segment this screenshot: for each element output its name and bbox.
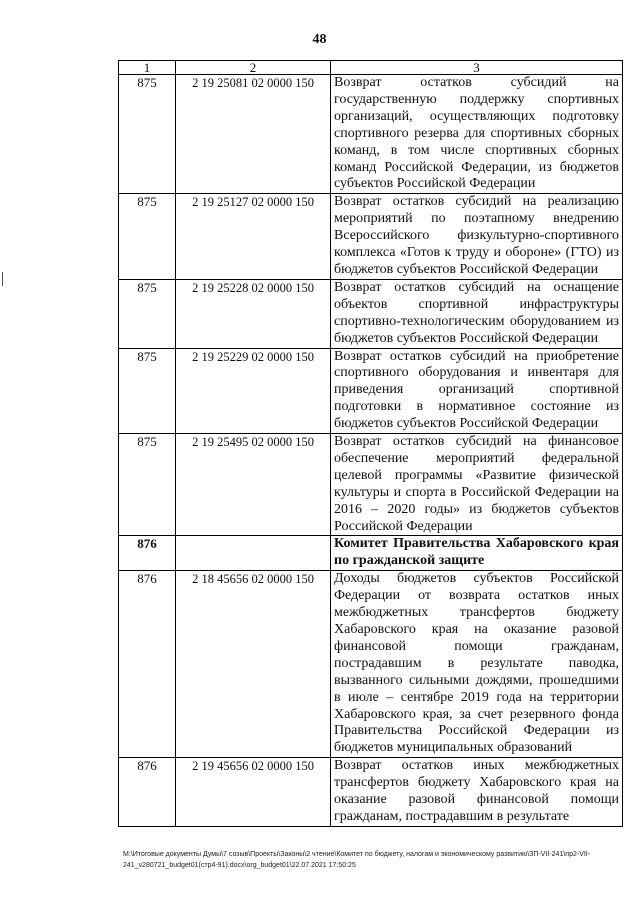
- column-header-2: 2: [176, 61, 331, 75]
- table-row: [119, 434, 623, 536]
- table-row: [119, 536, 623, 571]
- description-cell: Возврат остатков субсидий на реализацию мероприятий по поэтапному внедрению Всероссийского физкультурно-спортивного комплекса «Готов к труду и обороне» (ГТО) из бюджетов субъектов Российской Федерации: [331, 194, 623, 280]
- description-cell: Возврат остатков субсидий на государственную поддержку спортивных организаций, осуществляющих подготовку спортивного резерва для спортивных сборных команд, в том числе спортивных сборных команд Российской Федерации, из бюджетов субъектов Российской Федерации: [331, 75, 623, 194]
- budget-code-cell: 2 19 25228 02 0000 150: [176, 279, 331, 348]
- admin-code-cell: 876: [119, 536, 176, 571]
- table-row: [119, 279, 623, 348]
- column-header-1: 1: [119, 61, 176, 75]
- table-row: [119, 571, 623, 758]
- description-cell: Комитет Правительства Хабаровского края по гражданской защите: [331, 536, 623, 571]
- description-cell: Возврат остатков иных межбюджетных трансфертов бюджету Хабаровского края на оказание разовой финансовой помощи гражданам, пострадавшим в результате: [331, 758, 623, 827]
- budget-code-cell: [176, 536, 331, 571]
- file-path-footer: M:\Итоговые документы Думы\7 созыв\Проекты\Законы\2 чтение\Комитет по бюджету, налогам и экономическому развитию\ЗП-VII-241\пр2-VII-241_v280721_budget01(стр4-91).docx\org_budget01\22.07.2021 17:50:25: [123, 851, 591, 869]
- table-row: [119, 758, 623, 827]
- table-header-row: [119, 61, 623, 75]
- table-row: [119, 194, 623, 280]
- budget-code-cell: 2 19 45656 02 0000 150: [176, 758, 331, 827]
- table-row: [119, 348, 623, 434]
- admin-code-cell: 875: [119, 194, 176, 280]
- column-header-3: 3: [331, 61, 623, 75]
- admin-code-cell: 875: [119, 279, 176, 348]
- description-cell: Возврат остатков субсидий на финансовое обеспечение мероприятий федеральной целевой программы «Развитие физической культуры и спорта в Российской Федерации на 2016 – 2020 годы» из бюджетов субъектов Российской Федерации: [331, 434, 623, 536]
- description-cell: Возврат остатков субсидий на оснащение объектов спортивной инфраструктуры спортивно-технологическим оборудованием из бюджетов субъектов Российской Федерации: [331, 279, 623, 348]
- budget-code-cell: 2 18 45656 02 0000 150: [176, 571, 331, 758]
- budget-code-cell: 2 19 25081 02 0000 150: [176, 75, 331, 194]
- description-cell: Доходы бюджетов субъектов Российской Федерации от возврата остатков иных межбюджетных трансфертов бюджету Хабаровского края на оказание разовой финансовой помощи гражданам, пострадавшим в результате паводка, вызванного сильными дождями, прошедшими в июле – сентябре 2019 года на территории Хабаровского края, за счет резервного фонда Правительства Российской Федерации из бюджетов муниципальных образований: [331, 571, 623, 758]
- admin-code-cell: 875: [119, 434, 176, 536]
- admin-code-cell: 875: [119, 348, 176, 434]
- page-number: 48: [312, 32, 327, 47]
- margin-mark: [2, 272, 3, 286]
- budget-code-cell: 2 19 25127 02 0000 150: [176, 194, 331, 280]
- admin-code-cell: 876: [119, 758, 176, 827]
- description-cell: Возврат остатков субсидий на приобретение спортивного оборудования и инвентаря для приведения организаций спортивной подготовки в нормативное состояние из бюджетов субъектов Российской Федерации: [331, 348, 623, 434]
- admin-code-cell: 876: [119, 571, 176, 758]
- table-row: [119, 75, 623, 194]
- admin-code-cell: 875: [119, 75, 176, 194]
- budget-code-cell: 2 19 25229 02 0000 150: [176, 348, 331, 434]
- budget-code-cell: 2 19 25495 02 0000 150: [176, 434, 331, 536]
- budget-codes-table: [118, 60, 623, 827]
